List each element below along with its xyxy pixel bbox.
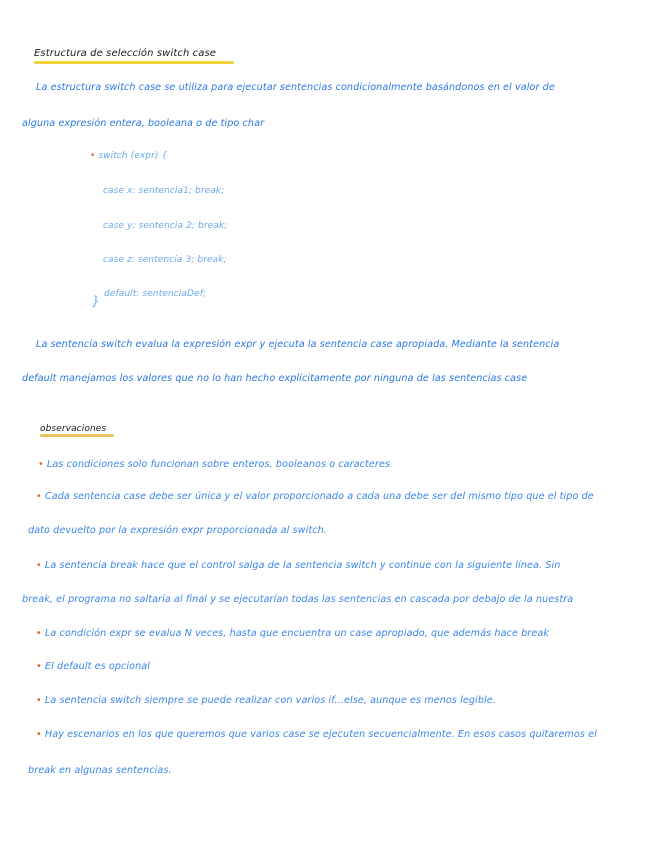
obs-item-7: • Hay escenarios en los que queremos que varios case se ejecuten secuencialmente. En esos casos quitaremos el <box>36 729 597 740</box>
obs-item-3-cont: break, el programa no saltaría al final y se ejecutarían todas las sentencias en cascada por debajo de la nuestra <box>22 594 574 605</box>
obs-item-6: • La sentencia switch siempre se puede realizar con varios if...else, aunque es menos legible. <box>36 695 496 706</box>
explanation-line-1: La sentencia switch evalua la expresión expr y ejecuta la sentencia case apropiada. Mediante la sentencia <box>36 339 560 350</box>
page-title: Estructura de selección switch case <box>34 48 217 59</box>
obs-bullet: • <box>38 459 44 470</box>
obs-item-2-cont: dato devuelto por la expresión expr proporcionada al switch. <box>28 525 327 536</box>
obs-item-7-cont: break en algunas sentencias. <box>28 765 172 776</box>
intro-line-1: La estructura switch case se utiliza para ejecutar sentencias condicionalmente basándonos en el valor de <box>36 82 555 93</box>
code-bullet: • <box>90 151 96 161</box>
obs-item-3: • La sentencia break hace que el control salga de la sentencia switch y continue con la siguiente línea. Sin <box>36 560 561 571</box>
obs-item-4: • La condición expr se evalua N veces, hasta que encuentra un case apropiado, que además hace break <box>36 628 549 639</box>
observaciones-highlight <box>40 434 114 437</box>
code-case-3: case z: sentencia 3; break; <box>103 255 227 265</box>
obs-bullet: • <box>36 729 42 740</box>
code-close-brace: } <box>92 294 100 308</box>
obs-bullet: • <box>36 560 42 571</box>
code-switch-header: switch (expr) { <box>98 151 168 161</box>
obs-bullet: • <box>36 661 42 672</box>
obs-item-1: • Las condiciones solo funcionan sobre enteros, booleanos o caracteres <box>38 459 391 470</box>
observaciones-heading: observaciones <box>40 424 107 434</box>
obs-bullet: • <box>36 695 42 706</box>
intro-line-2: alguna expresión entera, booleana o de tipo char <box>22 118 265 129</box>
code-header-row <box>90 151 167 161</box>
explanation-line-2: default manejamos los valores que no lo han hecho explícitamente por ninguna de las sentencias case <box>22 373 528 384</box>
obs-bullet: • <box>36 491 42 502</box>
title-highlight <box>34 61 234 64</box>
code-case-1: case x: sentencia1; break; <box>103 186 225 196</box>
obs-bullet: • <box>36 628 42 639</box>
obs-item-5: • El default es opcional <box>36 661 151 672</box>
obs-item-2: • Cada sentencia case debe ser única y el valor proporcionado a cada una debe ser del mismo tipo que el tipo de <box>36 491 594 502</box>
code-default: default: sentenciaDef; <box>104 289 207 299</box>
code-case-2: case y: sentencia 2; break; <box>103 221 228 231</box>
